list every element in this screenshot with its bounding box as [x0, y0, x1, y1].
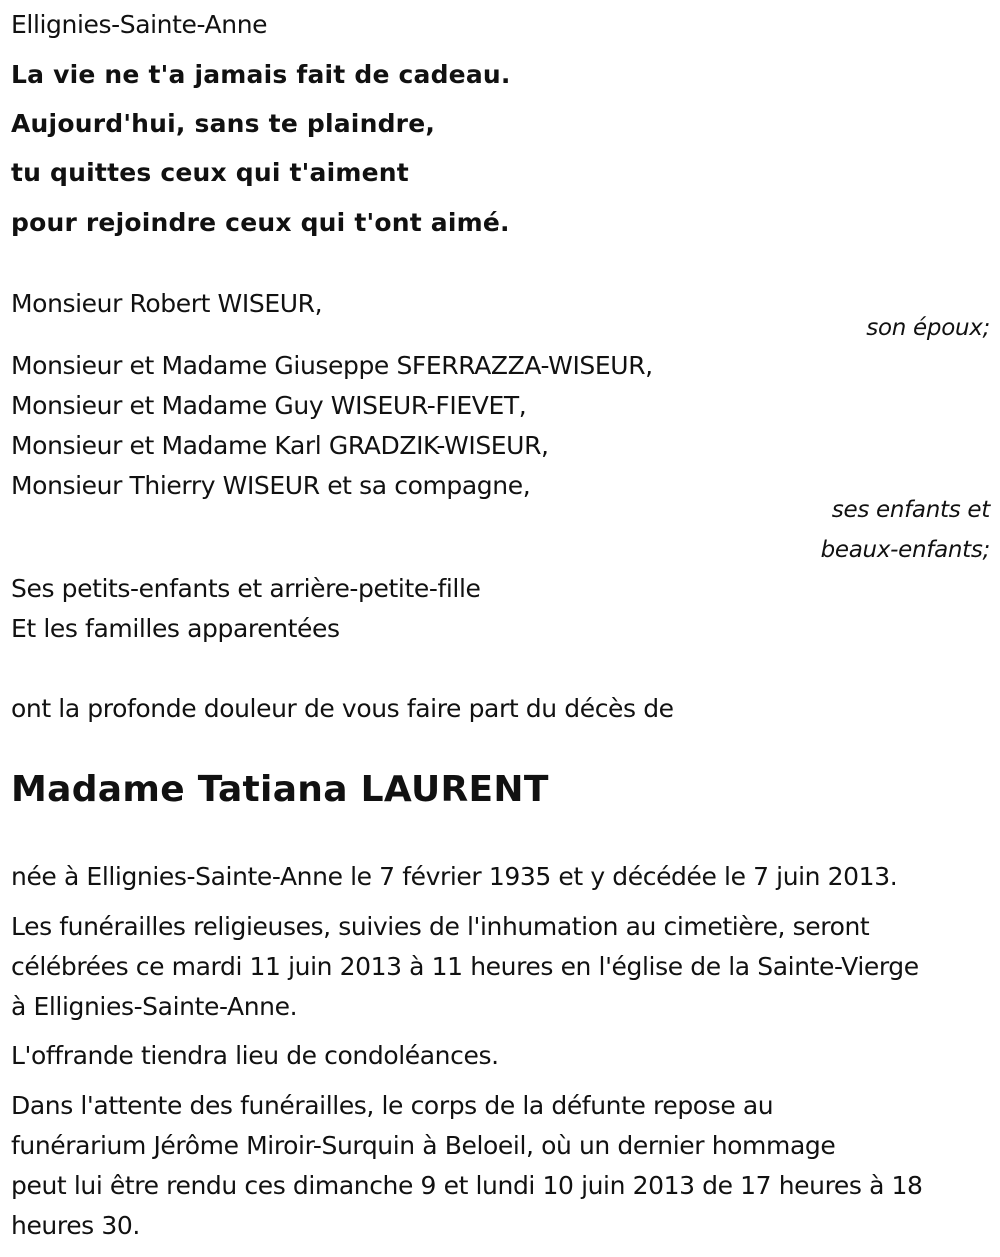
rest-text: peut lui être rendu ces dimanche 9 et lundi 10 juin 2013 de 17 heures à 18: [11, 1171, 923, 1200]
children-relation: ses enfants et: [831, 497, 990, 523]
offering-text: L'offrande tiendra lieu de condoléances.: [11, 1041, 499, 1070]
rest-text: heures 30.: [11, 1211, 140, 1240]
child-name: Monsieur et Madame Karl GRADZIK-WISEUR,: [11, 431, 549, 460]
grandchildren-line: Ses petits-enfants et arrière-petite-fille: [11, 574, 481, 603]
deceased-name: Madame Tatiana LAURENT: [11, 769, 549, 810]
header-location: Ellignies-Sainte-Anne: [11, 10, 268, 39]
families-line: Et les familles apparentées: [11, 614, 340, 643]
funeral-text: célébrées ce mardi 11 juin 2013 à 11 heures en l'église de la Sainte-Vierge: [11, 952, 919, 981]
child-name: Monsieur Thierry WISEUR et sa compagne,: [11, 471, 531, 500]
spouse-relation: son époux;: [866, 315, 990, 341]
rest-text: Dans l'attente des funérailles, le corps de la défunte repose au: [11, 1091, 774, 1120]
announcement-text: ont la profonde douleur de vous faire part du décès de: [11, 694, 674, 723]
poem-line: La vie ne t'a jamais fait de cadeau.: [11, 60, 511, 89]
poem-line: tu quittes ceux qui t'aiment: [11, 158, 409, 187]
poem-line: pour rejoindre ceux qui t'ont aimé.: [11, 208, 510, 237]
child-name: Monsieur et Madame Giuseppe SFERRAZZA-WISEUR,: [11, 351, 653, 380]
funeral-text: Les funérailles religieuses, suivies de l'inhumation au cimetière, seront: [11, 912, 870, 941]
children-relation: beaux-enfants;: [820, 537, 990, 563]
spouse-name: Monsieur Robert WISEUR,: [11, 289, 323, 318]
poem-line: Aujourd'hui, sans te plaindre,: [11, 109, 436, 138]
funeral-text: à Ellignies-Sainte-Anne.: [11, 992, 298, 1021]
birth-death-text: née à Ellignies-Sainte-Anne le 7 février 1935 et y décédée le 7 juin 2013.: [11, 862, 898, 891]
child-name: Monsieur et Madame Guy WISEUR-FIEVET,: [11, 391, 527, 420]
rest-text: funérarium Jérôme Miroir-Surquin à Beloeil, où un dernier hommage: [11, 1131, 836, 1160]
